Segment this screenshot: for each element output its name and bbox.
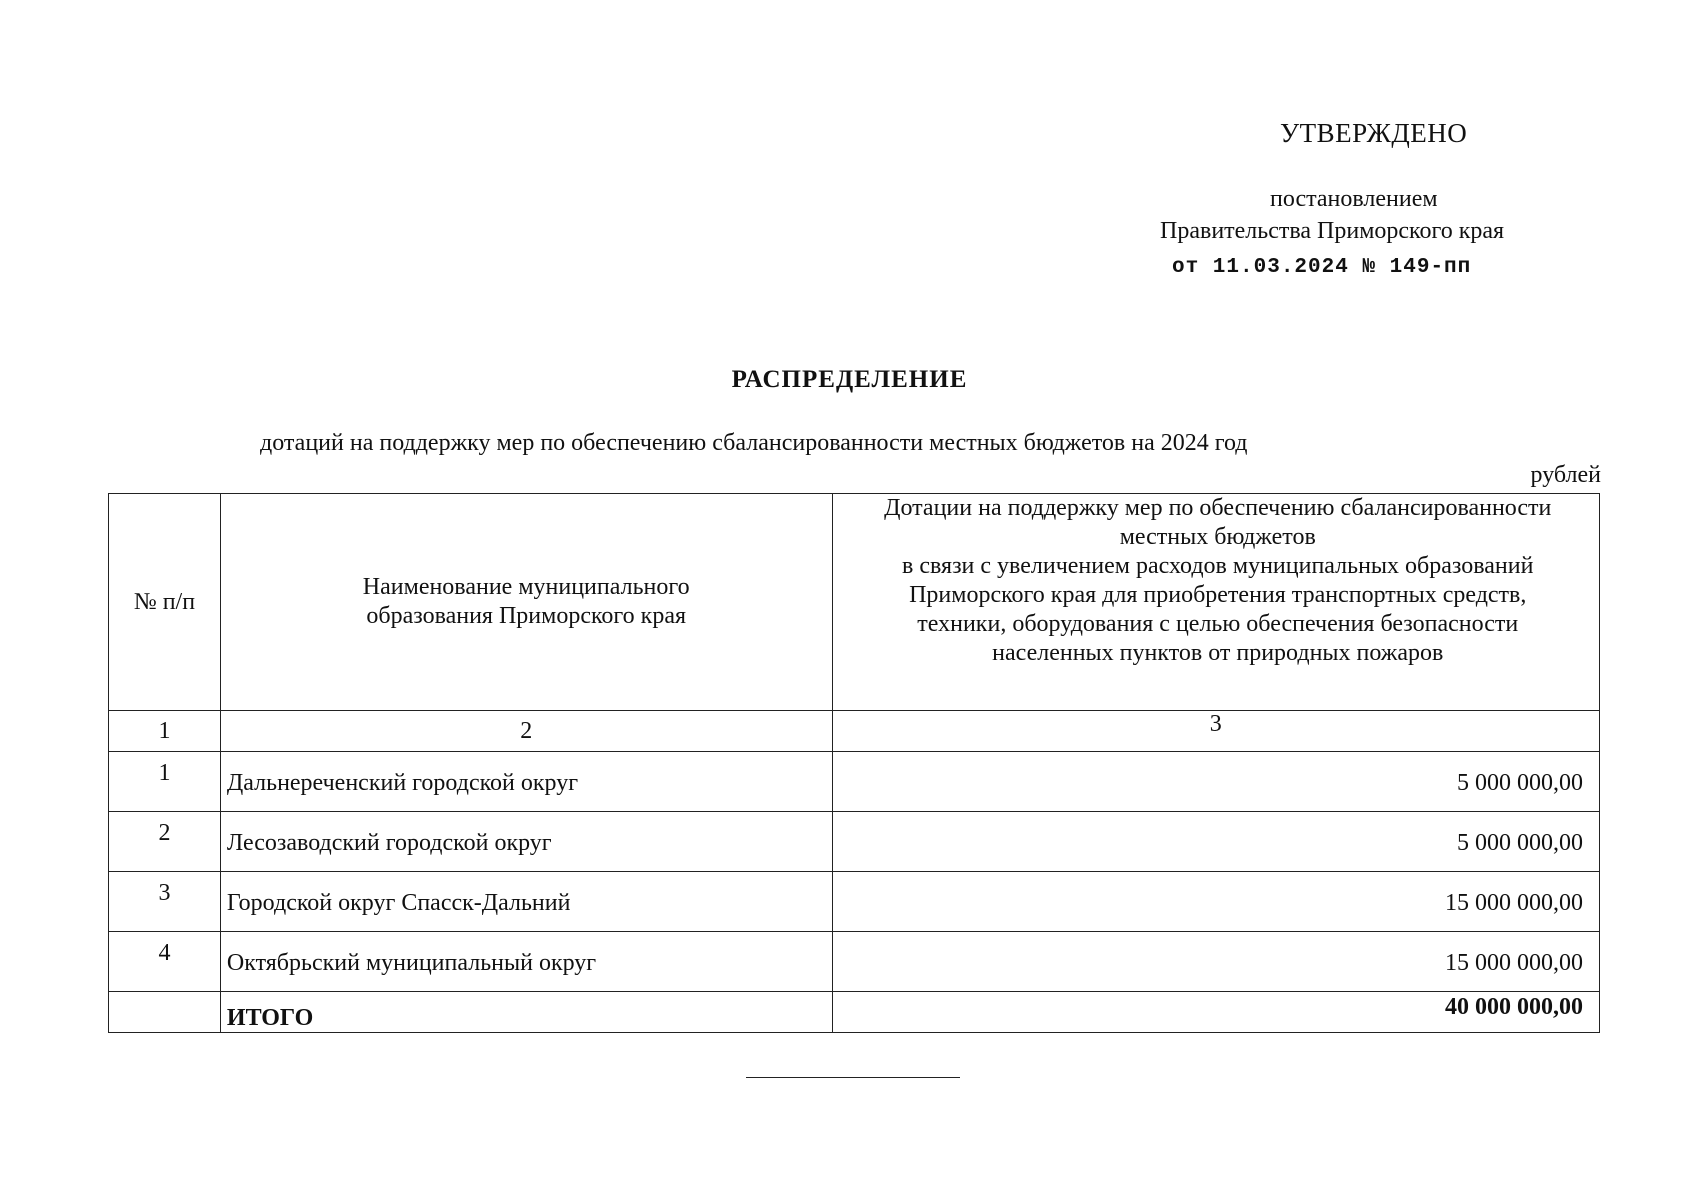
municipality-name: Лесозаводский городской округ (220, 812, 832, 872)
column-index-row (109, 711, 1600, 752)
column-index: 1 (109, 711, 221, 752)
distribution-table (108, 493, 1600, 1033)
header-amount (832, 494, 1600, 711)
header-number: № п/п (109, 494, 221, 711)
header-name-line: Наименование муниципального (362, 574, 690, 600)
table-row (109, 812, 1600, 872)
resolution-label: постановлением (1270, 186, 1438, 212)
table-row (109, 872, 1600, 932)
row-number: 1 (109, 752, 221, 812)
subsidy-amount: 15 000 000,00 (832, 872, 1600, 932)
header-amount-line: местных бюджетов (1119, 524, 1316, 550)
decree-number: от 11.03.2024 № 149-пп (1172, 256, 1472, 279)
header-amount-line: техники, оборудования с целью обеспечения безопасности (917, 611, 1519, 637)
table-row (109, 752, 1600, 812)
table-row (109, 932, 1600, 992)
municipality-name: Октябрьский муниципальный округ (220, 932, 832, 992)
total-number-cell (109, 992, 221, 1033)
municipality-name: Дальнереченский городской округ (220, 752, 832, 812)
subsidy-amount: 5 000 000,00 (832, 812, 1600, 872)
header-amount-line: Приморского края для приобретения транспортных средств, (909, 582, 1527, 608)
total-label: ИТОГО (220, 992, 832, 1033)
subsidy-amount: 15 000 000,00 (832, 932, 1600, 992)
approved-stamp: УТВЕРЖДЕНО (1280, 118, 1468, 148)
end-divider (746, 1077, 960, 1078)
government-label: Правительства Приморского края (1160, 218, 1505, 244)
header-name (220, 494, 832, 711)
table-header-row (109, 494, 1600, 711)
header-name-line: образования Приморского края (366, 603, 687, 629)
subsidy-amount: 5 000 000,00 (832, 752, 1600, 812)
row-number: 2 (109, 812, 221, 872)
document-title: РАСПРЕДЕЛЕНИЕ (731, 366, 968, 393)
municipality-name: Городской округ Спасск-Дальний (220, 872, 832, 932)
total-row (109, 992, 1600, 1033)
column-index: 3 (832, 711, 1600, 752)
header-amount-line: в связи с увеличением расходов муниципальных образований (902, 553, 1534, 579)
document-subtitle: дотаций на поддержку мер по обеспечению сбалансированности местных бюджетов на 2024 год (260, 430, 1248, 456)
units-label: рублей (1530, 462, 1601, 488)
row-number: 3 (109, 872, 221, 932)
total-amount: 40 000 000,00 (832, 992, 1600, 1033)
column-index: 2 (220, 711, 832, 752)
header-amount-line: населенных пунктов от природных пожаров (992, 640, 1444, 666)
row-number: 4 (109, 932, 221, 992)
header-amount-line: Дотации на поддержку мер по обеспечению сбалансированности (884, 495, 1552, 521)
